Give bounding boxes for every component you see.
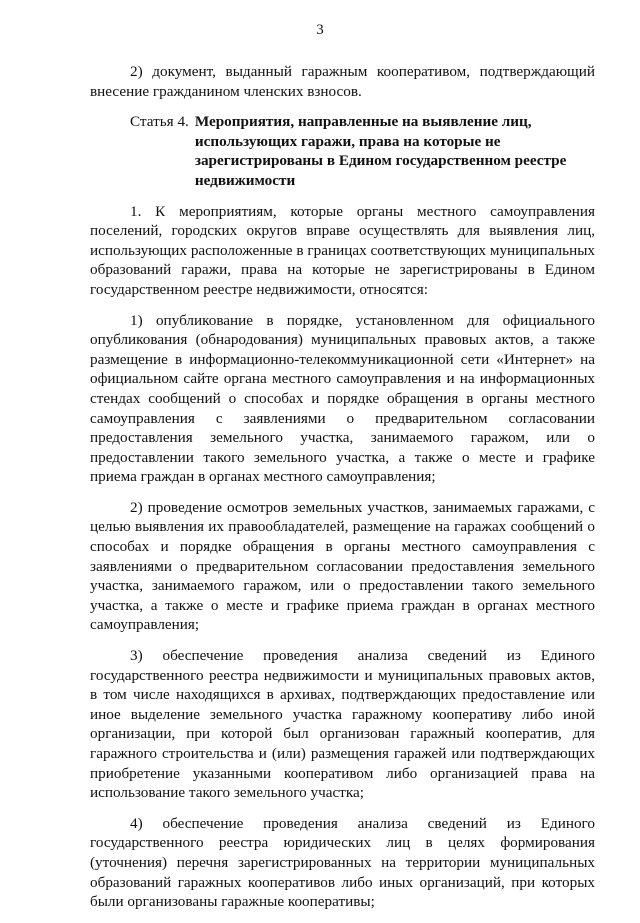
paragraph-item-4: 4) обеспечение проведения анализа сведений из Единого государственного реестра юридических лиц в целях формирования (уточнения) перечня зарегистрированных на территории муниципальных образований гаражных кооперативов либо иных организаций, при которых были организованы гаражные кооперативы;	[90, 814, 595, 911]
article-number: Статья 4.	[130, 113, 189, 131]
paragraph-section-1: 1. К мероприятиям, которые органы местного самоуправления поселений, городских округов вправе осуществлять для выявления лиц, использующих расположенные в границах соответствующих муниципальных образований гаражи, права на которые не зарегистрированы в Едином государственном реестре недвижимости, относятся:	[90, 202, 595, 298]
document-body	[90, 62, 595, 923]
paragraph-item-1: 1) опубликование в порядке, установленном для официального опубликования (обнародования) муниципальных правовых актов, а также размещение в информационно-телекоммуникационной сети «Интернет» на официальном сайте органа местного самоуправления и на информационных стендах сообщений о способах и порядке обращения в органы местного самоуправления с заявлениями о предварительном согласовании предоставления земельного участка, занимаемого гаражом, или о предоставлении такого земельного участка, а также о месте и графике приема граждан в органах местного самоуправления;	[90, 311, 595, 486]
article-title: Мероприятия, направленные на выявление лиц, использующих гаражи, права на которые не зарегистрированы в Едином государственном реестре недвижимости	[194, 113, 567, 189]
page-number: 3	[316, 22, 324, 38]
paragraph-item-3: 3) обеспечение проведения анализа сведений из Единого государственного реестра недвижимости и муниципальных правовых актов, в том числе находящихся в архивах, подтверждающих предоставление или иное выделение земельного участка гаражному кооперативу либо иной организации, при которой был организован гаражный кооператив, для гаражного строительства и (или) размещения гаражей или подтверждающих приобретение указанными кооперативом либо организацией права на использование такого земельного участка;	[90, 647, 595, 802]
article-heading	[130, 112, 595, 190]
paragraph-item-2-document: 2) документ, выданный гаражным кооперативом, подтверждающий внесение гражданином членских взносов.	[90, 63, 595, 100]
paragraph-item-2: 2) проведение осмотров земельных участков, занимаемых гаражами, с целью выявления их правообладателей, размещение на гаражах сообщений о способах и порядке обращения в органы местного самоуправления с заявлениями о предварительном согласовании предоставления земельного участка, занимаемого гаражом, или о предоставлении такого земельного участка, а также о месте и графике приема граждан в органах местного самоуправления;	[90, 498, 595, 634]
